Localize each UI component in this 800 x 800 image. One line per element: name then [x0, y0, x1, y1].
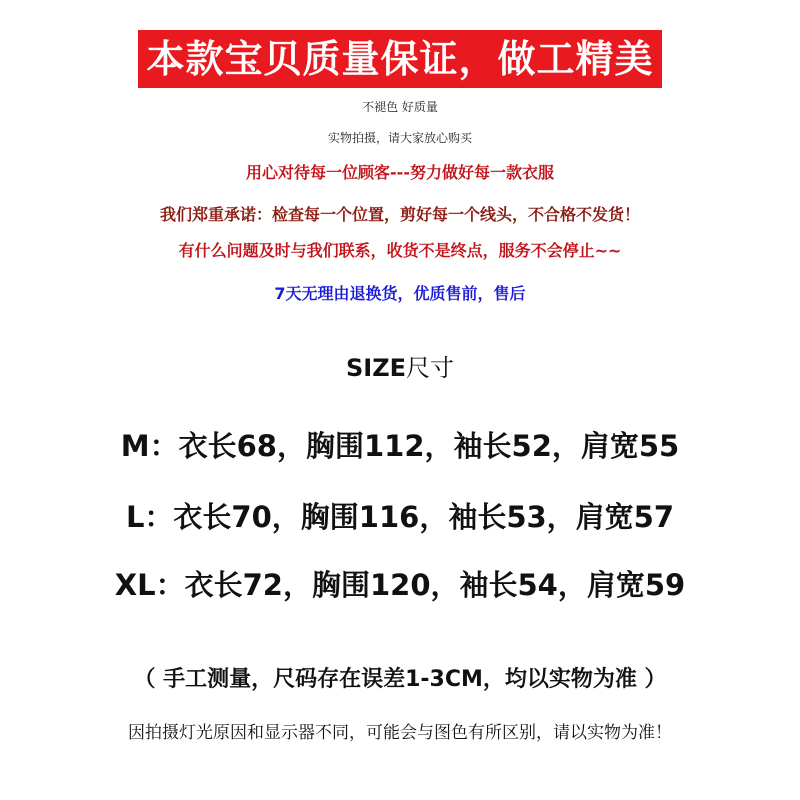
promo-line-contact-service: 有什么问题及时与我们联系，收货不是终点，服务不会停止~~ [178, 241, 622, 260]
size-row-xl: XL：衣长72，胸围120，袖长54，肩宽59 [114, 568, 686, 602]
size-row-l: L：衣长70，胸围116，袖长53，肩宽57 [125, 500, 675, 534]
size-title-main: SIZE [345, 354, 406, 382]
promo-line-quality-promise: 我们郑重承诺：检查每一个位置，剪好每一个线头，不合格不发货！ [159, 205, 640, 224]
color-disclaimer: 因拍摄灯光原因和显示器不同，可能会与图色有所区别，请以实物为准！ [128, 723, 672, 743]
promo-line-real-photo: 实物拍摄，请大家放心购买 [327, 131, 472, 145]
measurement-note: （ 手工测量，尺码存在误差1-3CM，均以实物为准 ） [133, 667, 667, 692]
promo-line-fade-resistant: 不褪色 好质量 [362, 100, 438, 114]
quality-banner: 本款宝贝质量保证，做工精美 [138, 30, 661, 88]
promo-line-customer-care: 用心对待每一位顾客---努力做好每一款衣服 [246, 163, 554, 182]
size-row-m: M：衣长68，胸围112，袖长52，肩宽55 [120, 429, 680, 463]
size-title-suffix: 尺寸 [406, 354, 454, 382]
promo-line-return-policy: 7天无理由退换货，优质售前，售后 [274, 284, 526, 303]
banner-container [0, 30, 800, 88]
size-title [0, 348, 800, 383]
